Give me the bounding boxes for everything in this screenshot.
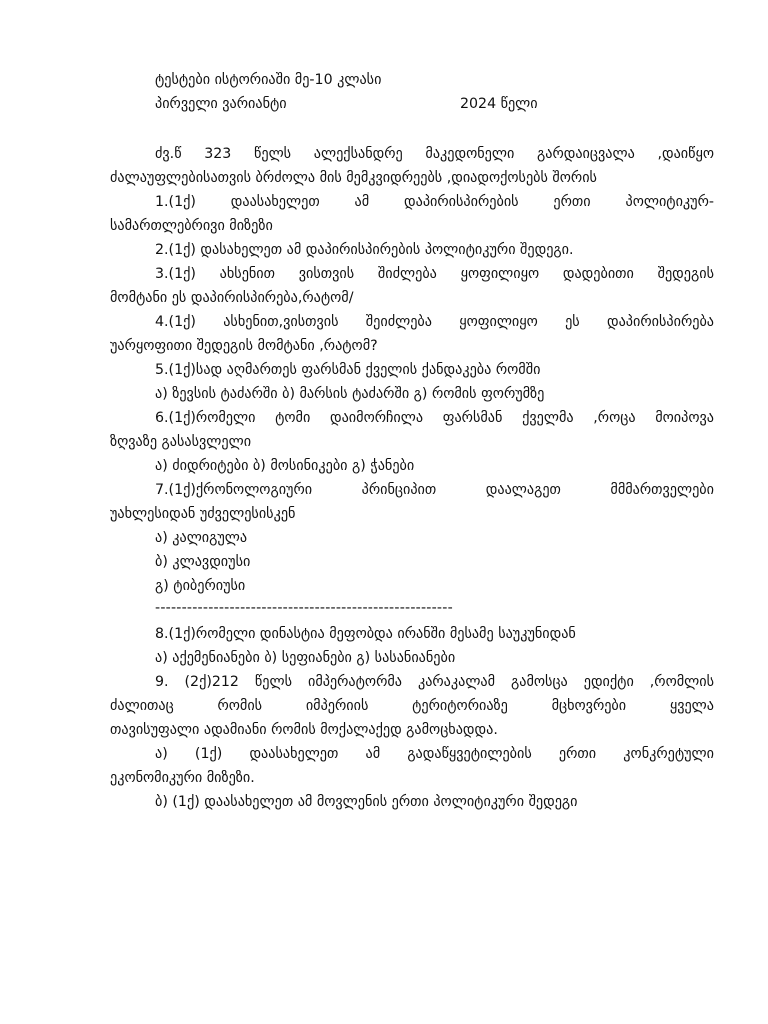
question-7-line-2: უახლესიდან უძველესისკენ — [110, 506, 296, 522]
question-9a-line-2: ეკონომიკური მიზეზი. — [110, 770, 255, 786]
divider-line: -------------------------------------------------------- — [155, 600, 453, 616]
question-7-line-1: 7.(1ქ)ქრონოლოგიური პრინციპით დაალაგეთ მმმართველები — [155, 482, 714, 498]
question-2: 2.(1ქ) დასახელეთ ამ დაპირისპირების პოლიტიკური შედეგი. — [155, 242, 574, 258]
question-9-line-2: ძალითაც რომის იმპერიის ტერიტორიაზე მცხოვრები ყველა — [110, 698, 714, 714]
question-6-line-2: ზღვაზე გასასვლელი — [110, 434, 252, 450]
document-title: ტესტები ისტორიაში მე-10 კლასი — [155, 72, 382, 88]
question-5: 5.(1ქ)სად აღმართეს ფარსმან ქველის ქანდაკება რომში — [155, 362, 541, 378]
question-6-line-1: 6.(1ქ)რომელი ტომი დაიმორჩილა ფარსმან ქველმა ,როცა მოიპოვა — [155, 410, 714, 426]
question-1-line-2: სამართლებრივი მიზეზი — [110, 218, 273, 234]
question-6-options: ა) ძიდრიტები ბ) მოსინიკები გ) ჭანები — [155, 458, 415, 474]
question-7-option-a: ა) კალიგულა — [155, 530, 248, 546]
question-3-line-1: 3.(1ქ) ახსენით ვისთვის შიძლება ყოფილიყო დადებითი შედეგის — [155, 266, 714, 282]
question-9b: ბ) (1ქ) დაასახელეთ ამ მოვლენის ერთი პოლიტიკური შედეგი — [155, 794, 578, 810]
question-4-line-2: უარყოფითი შედეგის მომტანი ,რატომ? — [110, 338, 378, 354]
question-9-line-3: თავისუფალი ადამიანი რომის მოქალაქედ გამოცხადდა. — [110, 722, 498, 738]
question-7-option-b: ბ) კლავდიუსი — [155, 554, 251, 570]
question-9-line-1: 9. (2ქ)212 წელს იმპერატორმა კარაკალამ გამოსცა ედიქტი ,რომლის — [155, 674, 714, 690]
question-3-line-2: მომტანი ეს დაპირისპირება,რატომ/ — [110, 290, 354, 306]
question-1-line-1: 1.(1ქ) დაასახელეთ ამ დაპირისპირების ერთი პოლიტიკურ- — [155, 194, 714, 210]
question-7-option-c: გ) ტიბერიუსი — [155, 578, 246, 594]
intro-line-1: ძვ.წ 323 წელს ალექსანდრე მაკედონელი გარდაიცვალა ,დაიწყო — [155, 146, 714, 162]
intro-line-2: ძალაუფლებისათვის ბრძოლა მის მემკვიდრეებს ,დიადოქოსებს შორის — [110, 170, 597, 186]
year-label: 2024 წელი — [460, 96, 538, 112]
question-8-options: ა) აქემენიანები ბ) სეფიანები გ) სასანიანები — [155, 650, 456, 666]
variant-label: პირველი ვარიანტი — [155, 96, 287, 112]
question-4-line-1: 4.(1ქ) ასხენით,ვისთვის შეიძლება ყოფილიყო ეს დაპირისპირება — [155, 314, 714, 330]
question-8: 8.(1ქ)რომელი დინასტია მეფობდა ირანში მესამე საუკუნიდან — [155, 626, 576, 642]
question-5-options: ა) ზევსის ტაძარში ბ) მარსის ტაძარში გ) რომის ფორუმზე — [155, 386, 545, 402]
question-9a-line-1: ა) (1ქ) დაასახელეთ ამ გადაწყვეტილების ერთი კონკრეტული — [155, 746, 714, 762]
